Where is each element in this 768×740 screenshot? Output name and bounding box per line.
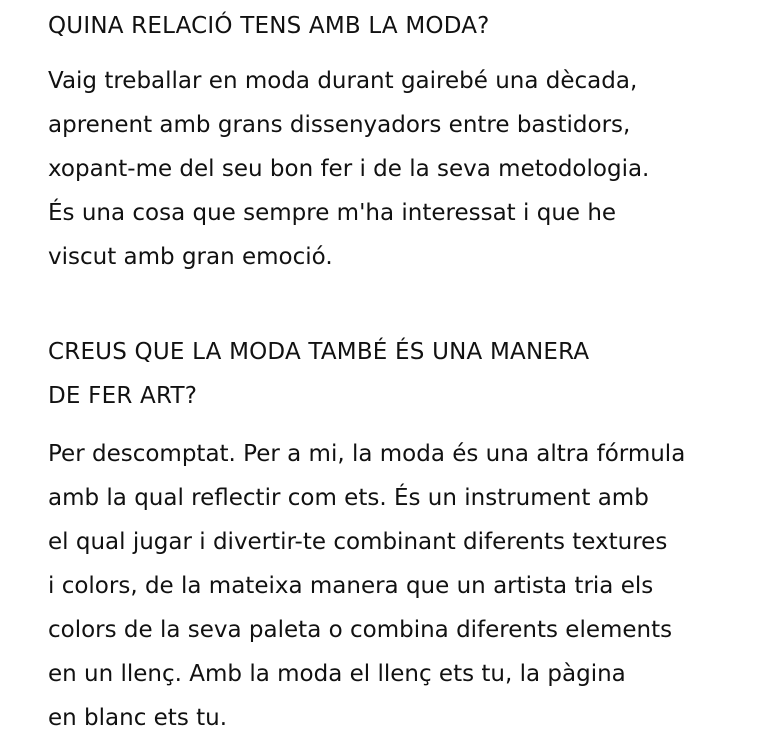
answer-line: viscut amb gran emoció. (48, 244, 333, 270)
answer-line: en un llenç. Amb la moda el llenç ets tu, la pàgina (48, 661, 626, 687)
answer-line: És una cosa que sempre m'ha interessat i que he (48, 200, 617, 226)
question-heading-2 (48, 330, 589, 418)
question-line: QUINA RELACIÓ TENS AMB LA MODA? (48, 13, 490, 39)
answer-line: en blanc ets tu. (48, 705, 228, 731)
answer-line: Vaig treballar en moda durant gairebé una dècada, (48, 68, 638, 94)
answer-line: colors de la seva paleta o combina diferents elements (48, 617, 673, 643)
answer-line: Per descomptat. Per a mi, la moda és una altra fórmula (48, 441, 686, 467)
answer-paragraph-1 (48, 59, 649, 279)
question-heading-1 (48, 4, 490, 48)
answer-line: amb la qual reflectir com ets. És un instrument amb (48, 485, 649, 511)
answer-line: el qual jugar i divertir-te combinant diferents textures (48, 529, 668, 555)
answer-line: aprenent amb grans dissenyadors entre bastidors, (48, 112, 631, 138)
question-line: CREUS QUE LA MODA TAMBÉ ÉS UNA MANERA (48, 339, 590, 365)
answer-line: i colors, de la mateixa manera que un artista tria els (48, 573, 654, 599)
answer-line: xopant-me del seu bon fer i de la seva metodologia. (48, 156, 650, 182)
question-line: DE FER ART? (48, 383, 198, 409)
answer-paragraph-2 (48, 432, 685, 740)
